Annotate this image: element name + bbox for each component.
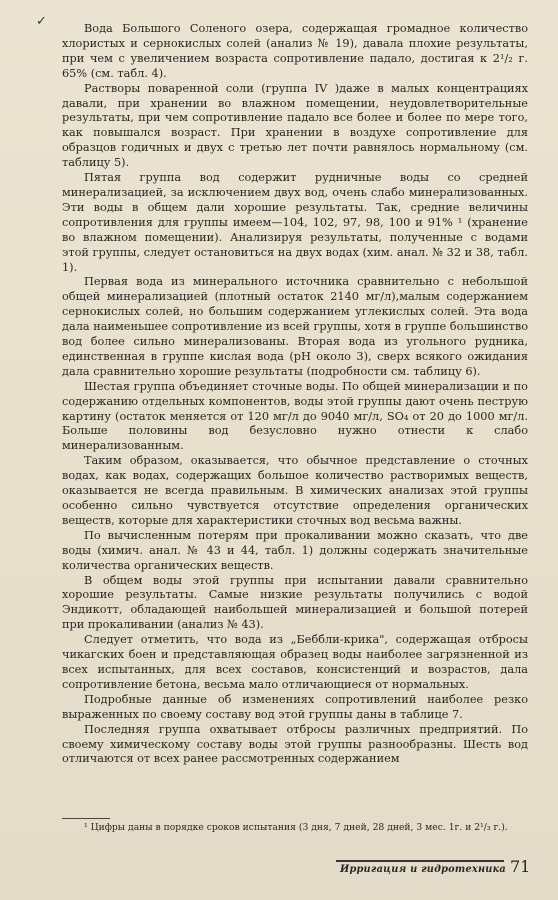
paragraph: Подробные данные об изменениях сопротивлений наиболее резко выраженных по своему составу вод этой группы даны в таблице 7. bbox=[62, 692, 528, 721]
corner-mark: ✓ bbox=[36, 14, 47, 29]
paragraph: Вода Большого Соленого озера, содержащая громадное количество хлористых и сернокислых солей (анализ № 19), давала плохие результаты, при чем с увеличением возраста сопротивление падало, достигая к 2¹/₂ г. 65% (см. табл. 4). bbox=[62, 22, 528, 80]
paragraph: Следует отметить, что вода из „Беббли-крика", содержащая отбросы чикагских боен и представляющая образец воды наиболее загрязненной из всех испытанных, для всех составов, консистенций и возрастов, дала сопротивление бетона, весьма мало отличающиеся от нормальных. bbox=[62, 633, 528, 691]
running-head: Ирригация и гидротехника bbox=[340, 864, 506, 875]
body-text bbox=[62, 22, 528, 767]
page-number: 71 bbox=[510, 857, 531, 876]
footnote-divider bbox=[62, 818, 110, 819]
paragraph: Растворы поваренной соли (группа IV )даже в малых концентрациях давали, при хранении во влажном помещении, неудовлетворительные результаты, при чем сопротивление падало все более и более по мере того, как повышался возраст. При хранении в воздухе сопротивление для образцов годичных и двух с третью лет почти равнялось нормальному (см. таблицу 5). bbox=[62, 81, 528, 170]
paragraph: Таким образом, оказывается, что обычное представление о сточных водах, как водах, содержащих большое количество растворимых веществ, оказывается не всегда правильным. В химических анализах этой группы особенно сильно чувствуется отсутствие определения органических веществ, которые для характеристики сточных вод весьма важны. bbox=[62, 454, 528, 527]
paragraph: В общем воды этой группы при испытании давали сравнительно хорошие результаты. Самые низкие результаты получились с водой Эндикотт, обладающей наибольшей минерализацией и большой потерей при прокаливании (анализ № 43). bbox=[62, 573, 528, 632]
paragraph: Пятая группа вод содержит рудничные воды со средней минерализацией, за исключением двух вод, очень слабо минерализованных. Эти воды в общем дали хорошие результаты. Так, средние величины сопротивления для группы имеем—104, 102, 97, 98, 100 и 91% ¹ (хранение во влажном помещении). Анализируя результаты, полученные с водами этой группы, следует остановиться на двух водах (хим. анал. № 32 и 38, табл. 1). bbox=[62, 171, 528, 274]
footnote: ¹ Цифры даны в порядке сроков испытания (3 дня, 7 дней, 28 дней, 3 мес. 1г. и 2¹/₃ г.). bbox=[84, 822, 508, 833]
footer-divider bbox=[336, 860, 504, 862]
paragraph: Первая вода из минерального источника сравнительно с небольшой общей минерализацией (плотный остаток 2140 мг/л),малым содержанием сернокислых солей, но большим содержанием углекислых солей. Эта вода дала наименьшее сопротивление из всей группы, хотя в группе большинство вод более сильно минерализованы. Вторая вода из угольного рудника, единственная в группе кислая вода (рН около 3), сверх всякого ожидания дала сравнительно хорошие результаты (подробности см. таблицу 6). bbox=[62, 275, 528, 378]
paragraph: Шестая группа объединяет сточные воды. По общей минерализации и по содержанию отдельных компонентов, воды этой группы дают очень пеструю картину (остаток меняется от 120 мг/л до 9040 мг/л, SO₄ от 20 до 1000 мг/л. Больше половины вод безусловно нужно отнести к слабо минерализованным. bbox=[62, 379, 528, 453]
paragraph: По вычисленным потерям при прокаливании можно сказать, что две воды (химич. анал. № 43 и 44, табл. 1) должны содержать значительные количества органических веществ. bbox=[62, 528, 528, 572]
paragraph: Последняя группа охватывает отбросы различных предприятий. По своему химическому составу воды этой группы разнообразны. Шесть вод отличаются от всех ранее рассмотренных содержанием bbox=[62, 722, 528, 766]
